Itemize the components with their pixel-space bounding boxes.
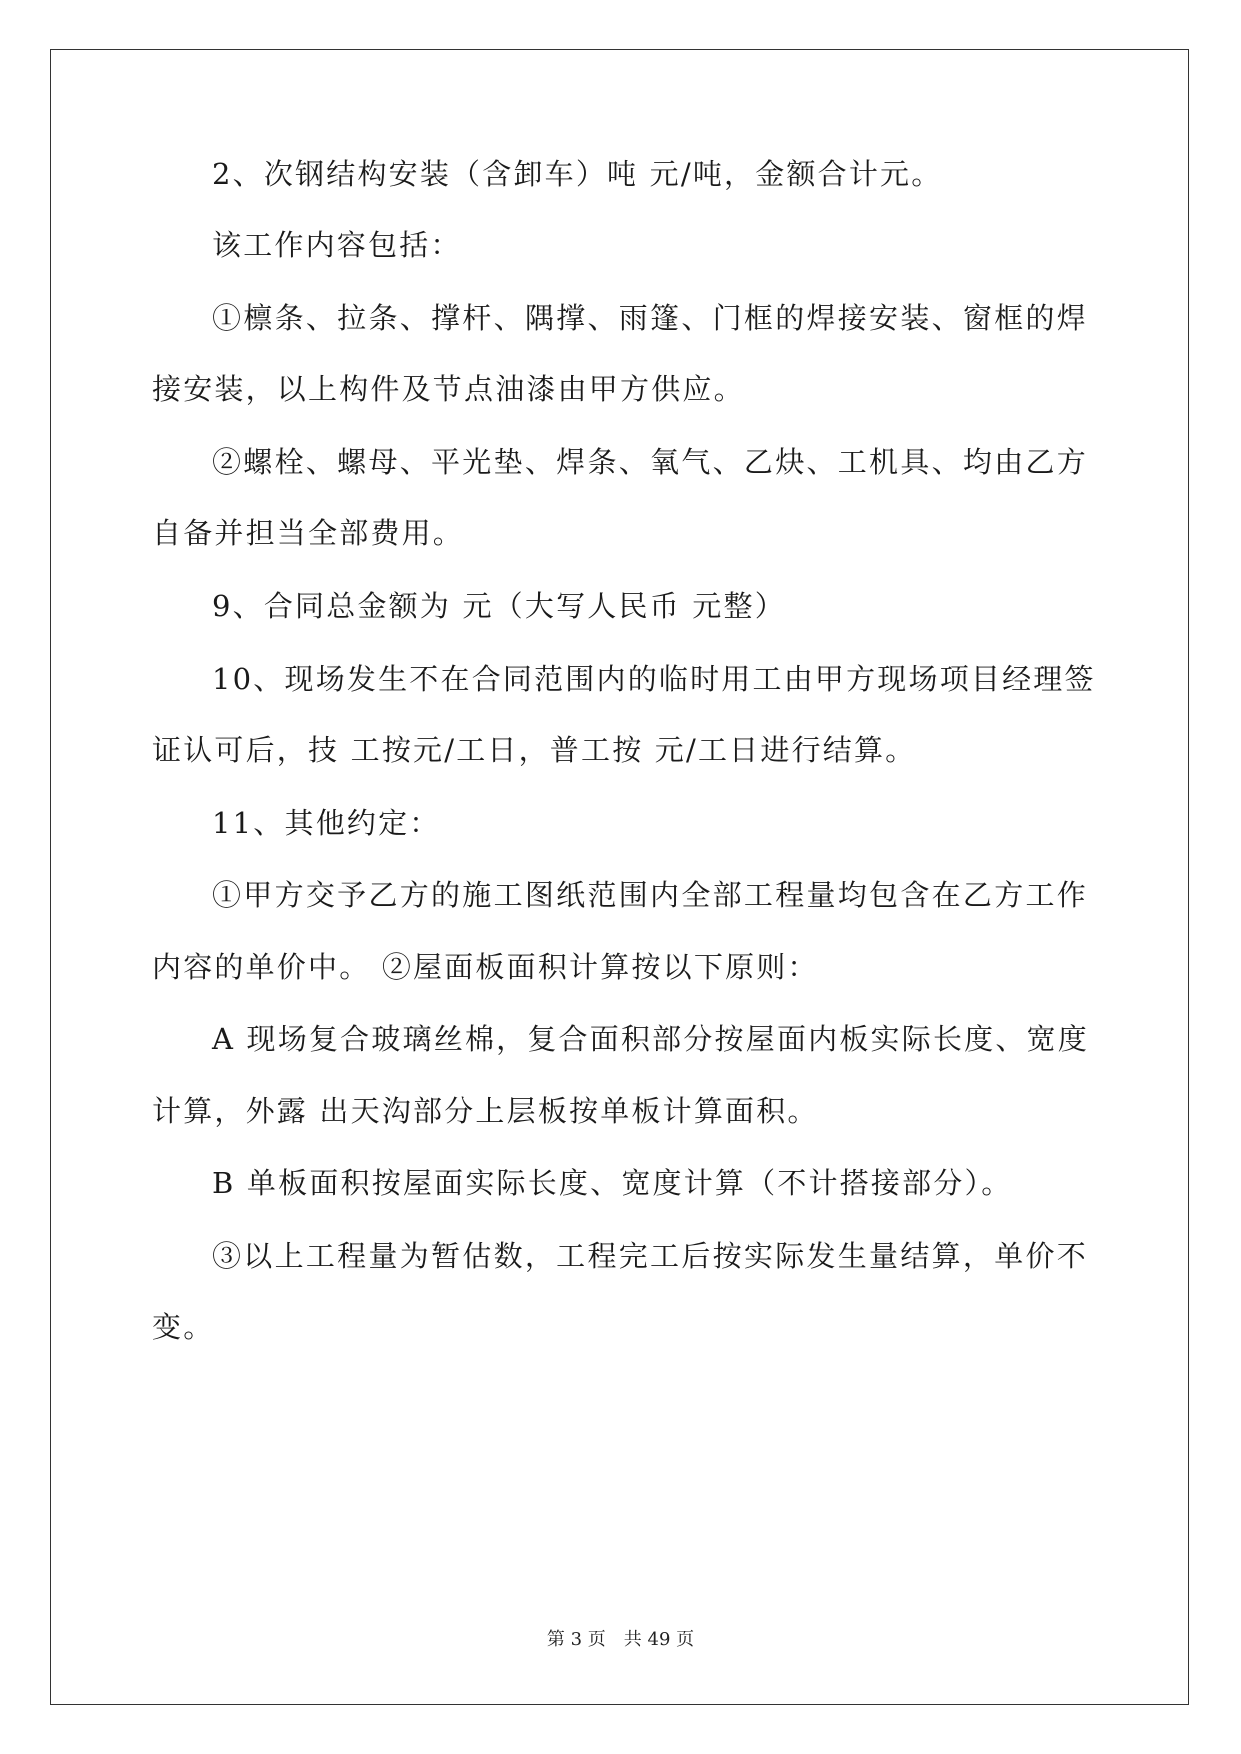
- paragraph-line: 计算，外露 出天沟部分上层板按单板计算面积。: [152, 1094, 819, 1128]
- paragraph-line: A 现场复合玻璃丝棉，复合面积部分按屋面内板实际长度、宽度: [212, 1022, 1089, 1056]
- paragraph-line: 证认可后，技 工按元/工日，普工按 元/工日进行结算。: [152, 733, 917, 767]
- paragraph-line: 10、现场发生不在合同范围内的临时用工由甲方现场项目经理签: [212, 662, 1096, 696]
- paragraph-line: 9、合同总金额为 元（大写人民币 元整）: [212, 589, 786, 623]
- page-footer: [0, 1628, 1241, 1652]
- paragraph-line: ①甲方交予乙方的施工图纸范围内全部工程量均包含在乙方工作: [212, 878, 1088, 912]
- paragraph-line: 11、其他约定：: [212, 806, 441, 840]
- paragraph-line: 接安装，以上构件及节点油漆由甲方供应。: [152, 372, 745, 406]
- page-total: 共 49 页: [623, 1629, 695, 1650]
- paragraph-line: 自备并担当全部费用。: [152, 516, 465, 550]
- paragraph-line: ③以上工程量为暂估数，工程完工后按实际发生量结算，单价不: [212, 1239, 1088, 1273]
- paragraph-line: 内容的单价中。 ②屋面板面积计算按以下原则：: [152, 950, 819, 984]
- paragraph-line: 该工作内容包括：: [212, 228, 462, 262]
- paragraph-line: 2、次钢结构安装（含卸车）吨 元/吨，金额合计元。: [212, 157, 943, 191]
- paragraph-line: ②螺栓、螺母、平光垫、焊条、氧气、乙炔、工机具、均由乙方: [212, 445, 1088, 479]
- paragraph-line: B 单板面积按屋面实际长度、宽度计算（不计搭接部分）。: [212, 1166, 1013, 1200]
- paragraph-line: 变。: [152, 1310, 215, 1344]
- paragraph-line: ①檩条、拉条、撑杆、隅撑、雨篷、门框的焊接安装、窗框的焊: [212, 301, 1088, 335]
- page-number: 第 3 页: [546, 1629, 606, 1650]
